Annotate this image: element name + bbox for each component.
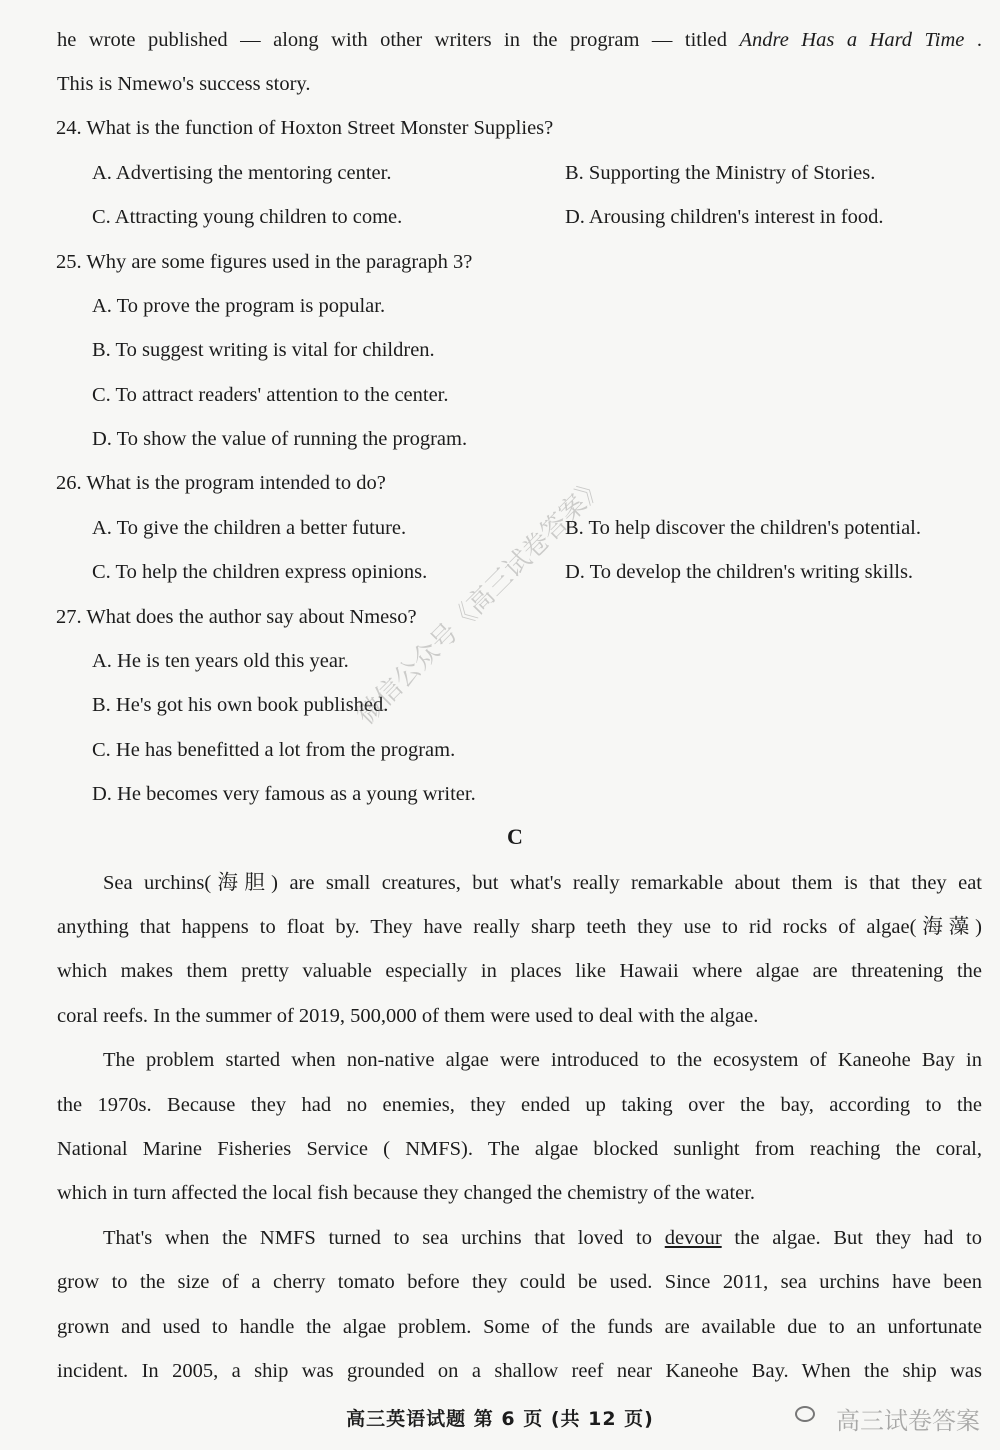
passage-line: the 1970s. Because they had no enemies, they ended up taking over the bay, according to the <box>57 1094 982 1116</box>
passage-line: Sea urchins(海胆) are small creatures, but what's really remarkable about them is that they eat <box>103 872 982 894</box>
section-heading: C <box>507 824 523 849</box>
option: D. To develop the children's writing skills. <box>565 561 914 583</box>
question-stem: 26. What is the program intended to do? <box>56 472 386 494</box>
passage-line: grown and used to handle the algae problem. Some of the funds are available due to an unfortunate <box>57 1316 982 1338</box>
option: D. Arousing children's interest in food. <box>565 206 884 228</box>
wechat-logo-icon <box>795 1406 815 1422</box>
passage-line: National Marine Fisheries Service ( NMFS). The algae blocked sunlight from reaching the coral, <box>57 1138 982 1160</box>
question-stem: 24. What is the function of Hoxton Street Monster Supplies? <box>56 117 554 139</box>
option: D. To show the value of running the program. <box>92 428 468 450</box>
option: B. To suggest writing is vital for children. <box>92 339 435 361</box>
option: C. He has benefitted a lot from the program. <box>92 739 456 761</box>
underlined-word: devour <box>664 1227 722 1249</box>
option: C. To attract readers' attention to the center. <box>92 384 449 406</box>
watermark-diagonal: 微信公众号《高三试卷答案》 <box>351 470 612 731</box>
passage-line: which in turn affected the local fish because they changed the chemistry of the water. <box>57 1182 756 1204</box>
passage-line: grow to the size of a cherry tomato before they could be used. Since 2011, sea urchins have been <box>57 1271 982 1293</box>
option: A. He is ten years old this year. <box>92 650 349 672</box>
passage-line: That's when the NMFS turned to sea urchins that loved to devour the algae. But they had to <box>103 1227 983 1249</box>
option: B. To help discover the children's potential. <box>565 517 921 539</box>
question-stem: 27. What does the author say about Nmeso? <box>56 606 417 628</box>
passage-line: he wrote published — along with other writers in the program — titled Andre Has a Hard Time . <box>57 29 983 51</box>
option: B. He's got his own book published. <box>92 694 389 716</box>
option: D. He becomes very famous as a young writer. <box>92 783 476 805</box>
option: C. Attracting young children to come. <box>92 206 403 228</box>
watermark-corner: 高三试卷答案 <box>836 1407 980 1435</box>
option: A. To prove the program is popular. <box>92 295 386 317</box>
passage-line: incident. In 2005, a ship was grounded on a shallow reef near Kaneohe Bay. When the ship was <box>57 1360 982 1382</box>
page-footer: 高三英语试题 第 6 页 (共 12 页) <box>346 1408 654 1430</box>
passage-line: which makes them pretty valuable especially in places like Hawaii where algae are threatening the <box>57 960 982 982</box>
option: A. Advertising the mentoring center. <box>92 162 392 184</box>
option: C. To help the children express opinions. <box>92 561 428 583</box>
passage-line: coral reefs. In the summer of 2019, 500,000 of them were used to deal with the algae. <box>57 1005 759 1027</box>
passage-line: This is Nmewo's success story. <box>57 73 311 95</box>
passage-line: anything that happens to float by. They have really sharp teeth they use to rid rocks of algae(海藻) <box>57 916 982 938</box>
question-stem: 25. Why are some figures used in the paragraph 3? <box>56 251 473 273</box>
option: B. Supporting the Ministry of Stories. <box>565 162 876 184</box>
passage-line: The problem started when non-native algae were introduced to the ecosystem of Kaneohe Bay in <box>103 1049 982 1071</box>
option: A. To give the children a better future. <box>92 517 407 539</box>
